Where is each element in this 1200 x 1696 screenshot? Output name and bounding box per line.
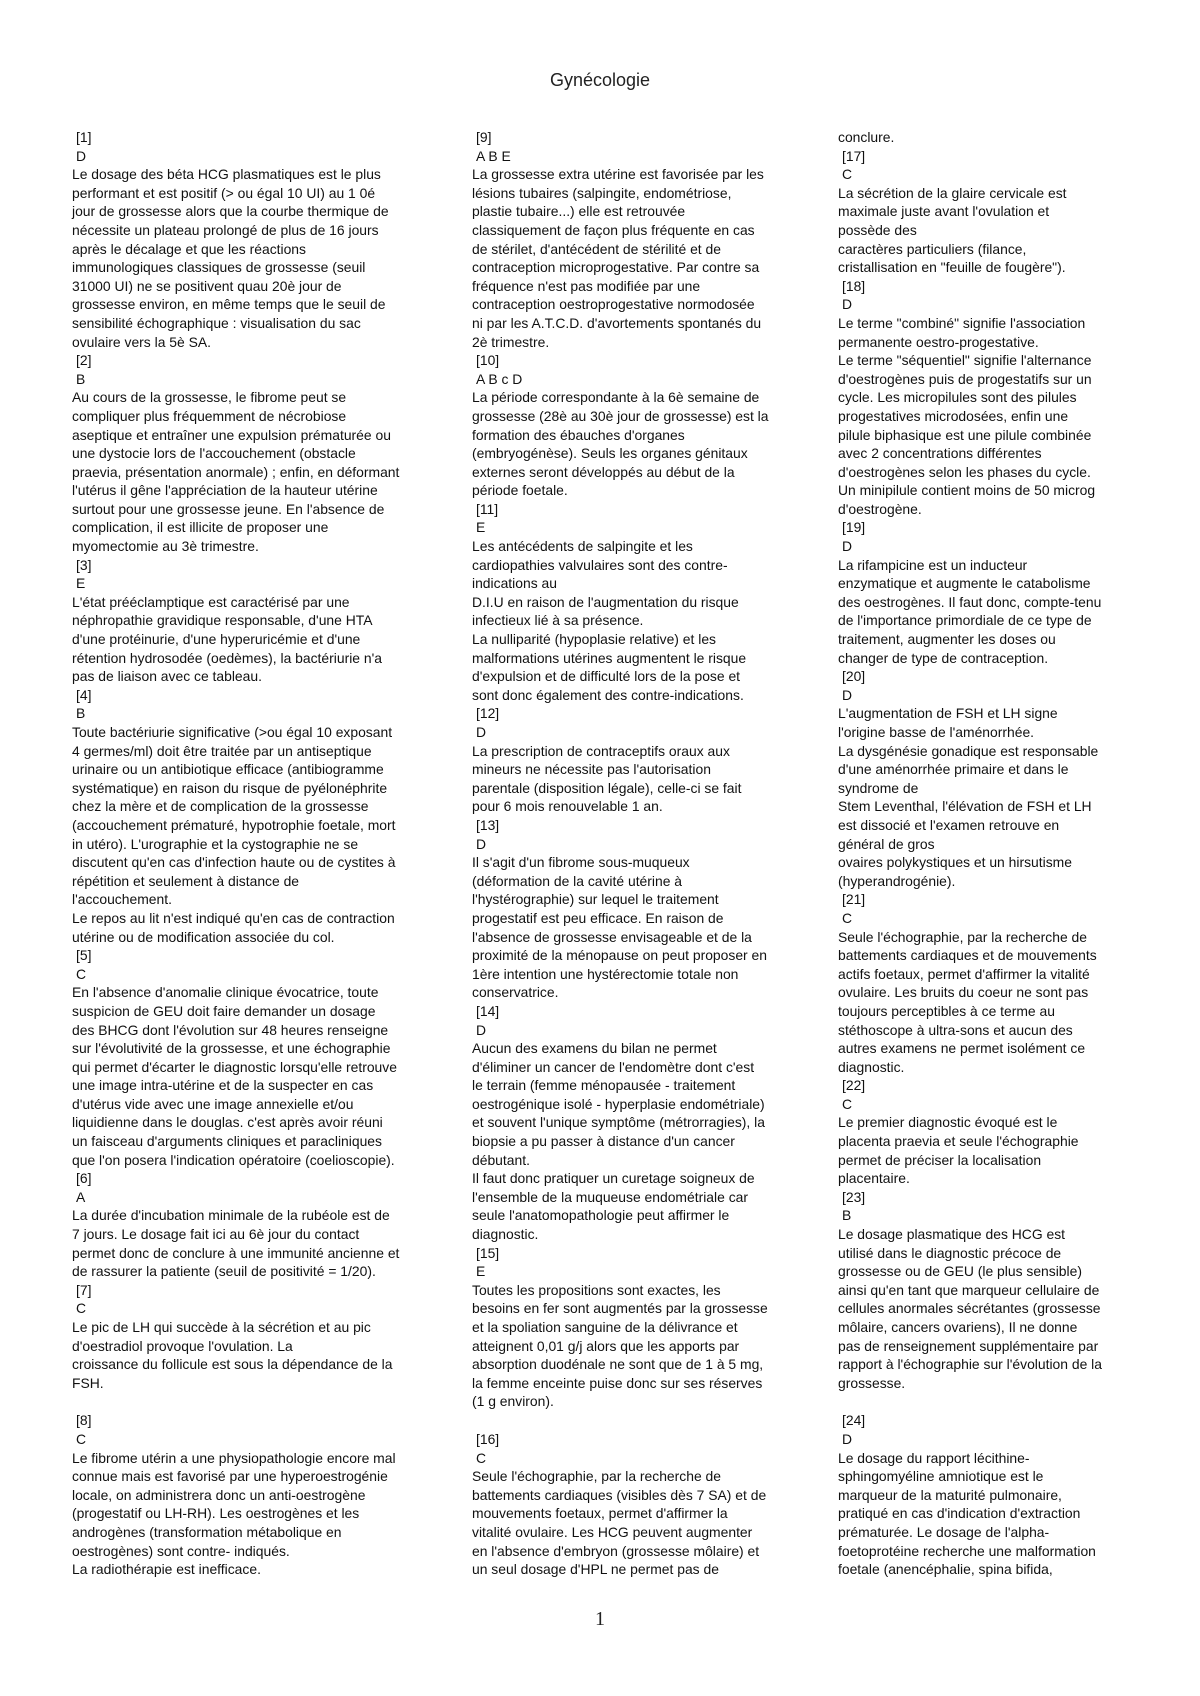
answer-explanation: La sécrétion de la glaire cervicale est maximale juste avant l'ovulation et possède des caractères particuliers (filance, cristallisation en "feuille de fougère"). xyxy=(838,184,1067,276)
entry-gap xyxy=(472,1411,842,1430)
answer-entry xyxy=(838,1188,1158,1393)
question-number: [18] xyxy=(842,277,866,294)
answer-entry xyxy=(472,351,842,500)
question-number: [19] xyxy=(842,519,866,536)
answer-entry xyxy=(838,277,1158,519)
column-3 xyxy=(838,128,1158,1579)
column-2 xyxy=(472,128,842,1579)
question-number: [17] xyxy=(842,147,866,164)
answer-entry xyxy=(72,1281,442,1393)
answer-letters: A B c D xyxy=(476,370,523,387)
answer-explanation: Seule l'échographie, par la recherche de battements cardiaques (visibles dès 7 SA) et de mouvements foetaux, permet d'affirmer la vitalité ovulaire. Les HCG peuvent augmenter en l'absence d'embryon (grossesse môlaire) et un seul dosage d'HPL ne permet pas de xyxy=(472,1468,767,1578)
answer-explanation: Le pic de LH qui succède à la sécrétion et au pic d'oestradiol provoque l'ovulation. La croissance du follicule est sous la dépendance de la FSH. xyxy=(72,1319,393,1391)
answer-explanation: Le premier diagnostic évoqué est le placenta praevia et seule l'échographie permet de préciser la localisation placentaire. xyxy=(838,1114,1079,1187)
answer-explanation: La durée d'incubation minimale de la rubéole est de 7 jours. Le dosage fait ici au 6è jour du contact permet donc de conclure à une immunité ancienne et de rassurer la patiente (seuil de positivité = 1/20). xyxy=(72,1207,400,1280)
question-number: [3] xyxy=(76,556,92,573)
answer-entry xyxy=(72,128,442,351)
answer-explanation: La grossesse extra utérine est favorisée par les lésions tubaires (salpingite, endométriose, plastie tubaire...) elle est retrouvée classiquement de façon plus fréquente en cas de stérilet, d'antécédent de stérilité et de contraception microprogestative. Par contre sa fréquence n'est pas modifiée par une contraception oestroprogestative normodosée ni par les A.T.C.D. d'avortements spontanés du 2è trimestre. xyxy=(472,166,764,350)
answer-letters: D xyxy=(842,686,853,703)
answer-explanation: Le dosage du rapport lécithine- sphingomyéline amniotique est le marqueur de la maturité pulmonaire, pratiqué en cas d'indication d'extraction prématurée. Le dosage de l'alpha- foetoprotéine recherche une malformation foetale (anencéphalie, spina bifida, xyxy=(838,1449,1096,1578)
answer-letters: C xyxy=(476,1449,487,1466)
answer-letters: E xyxy=(476,1263,486,1280)
answer-explanation: Le dosage des béta HCG plasmatiques est le plus performant et est positif (> ou égal 10 UI) au 1 0é jour de grossesse alors que la courbe thermique de nécessite un plateau prolongé de plus de 16 jours après le décalage et que les réactions immunologiques classiques de grossesse (seuil 31000 UI) ne se positivent quau 20è jour de grossesse environ, en même temps que le seuil de sensibilité échographique : visualisation du sac ovulaire vers la 5è SA. xyxy=(72,166,389,350)
answer-letters: D xyxy=(842,1430,853,1447)
page-number: 1 xyxy=(595,1608,605,1630)
answer-explanation: Aucun des examens du bilan ne permet d'éliminer un cancer de l'endomètre dont c'est le terrain (femme ménopausée - traitement oestrogénique isolé - hyperplasie endométriale) et souvent l'unique symptôme (métrorragies), la biopsie a pu passer à distance d'un cancer débutant. Il faut donc pratiquer un curetage soigneux de l'ensemble de la muqueuse endométriale car seule l'anatomopathologie peut affirmer le diagnostic. xyxy=(472,1040,765,1243)
entry-gap xyxy=(72,1392,442,1411)
answer-entry xyxy=(472,704,842,816)
answer-entry xyxy=(838,147,1158,277)
answer-letters: D xyxy=(76,147,87,164)
answer-explanation: Le fibrome utérin a une physiopathologie encore mal connue mais est favorisé par une hyperoestrogénie locale, on administrera donc un anti-oestrogène (progestatif ou LH-RH). Les oestrogènes et les androgènes (transformation métabolique en oestrogènes) sont contre- indiqués. La radiothérapie est inefficace. xyxy=(72,1449,396,1578)
answer-letters: A B E xyxy=(476,147,511,164)
answer-entry xyxy=(72,1169,442,1281)
question-number: [7] xyxy=(76,1281,92,1298)
answer-explanation: L'état prééclamptique est caractérisé par une néphropathie gravidique responsable, d'une HTA d'une protéinurie, d'une hyperuricémie et d'une rétention hydrosodée (oedèmes), la bactériurie n'a pas de liaison avec ce tableau. xyxy=(72,593,382,685)
answer-entry xyxy=(72,946,442,1169)
answer-entry xyxy=(472,816,842,1002)
question-number: [1] xyxy=(76,129,92,145)
answer-letters: E xyxy=(76,575,86,592)
question-number: [5] xyxy=(76,947,92,964)
answer-letters: C xyxy=(842,1095,853,1112)
column-1 xyxy=(72,128,442,1579)
answer-entry xyxy=(72,686,442,946)
answer-entry xyxy=(838,1411,1158,1578)
answer-letters: B xyxy=(842,1207,852,1224)
question-number: [21] xyxy=(842,891,866,908)
answer-explanation: La période correspondante à la 6è semaine de grossesse (28è au 30è jour de grossesse) est la formation des ébauches d'organes (embryogénèse). Seuls les organes génitaux externes seront développés au début de la période foetale. xyxy=(472,389,769,499)
answer-entry xyxy=(838,128,1158,147)
answer-explanation: Au cours de la grossesse, le fibrome peut se compliquer plus fréquemment de nécrobiose aseptique et entraîner une expulsion prématurée ou une dystocie lors de l'accouchement (obstacle praevia, présentation anormale) ; enfin, en déformant l'utérus il gêne l'appréciation de la hauteur utérine surtout pour une grossesse jeune. En l'absence de complication, il est illicite de proposer une myomectomie au 3è trimestre. xyxy=(72,389,400,555)
answer-letters: B xyxy=(76,370,86,387)
page-title: Gynécologie xyxy=(549,70,651,90)
answer-explanation: Le dosage plasmatique des HCG est utilisé dans le diagnostic précoce de grossesse ou de GEU (le plus sensible) ainsi qu'en tant que marqueur cellulaire de cellules anormales sécrétantes (grossesse môlaire, cancers ovariens), Il ne donne pas de renseignement supplémentaire par rapport à l'échographie sur l'évolution de la grossesse. xyxy=(838,1226,1102,1391)
answer-letters: D xyxy=(476,724,487,740)
question-number: [20] xyxy=(842,668,866,685)
question-number: [13] xyxy=(476,816,500,833)
entry-gap xyxy=(838,1392,1158,1411)
answer-explanation: L'augmentation de FSH et LH signe l'origine basse de l'aménorrhée. La dysgénésie gonadique est responsable d'une aménorrhée primaire et dans le syndrome de Stem Leventhal, l'élévation de FSH et LH est dissocié et l'examen retrouve en général de gros ovaires polykystiques et un hirsutisme (hyperandrogénie). xyxy=(838,705,1099,889)
answer-explanation: conclure. xyxy=(838,129,895,145)
answer-letters: A xyxy=(76,1188,86,1205)
answer-entry xyxy=(472,1002,842,1244)
answer-explanation: La prescription de contraceptifs oraux aux mineurs ne nécessite pas l'autorisation parentale (disposition légale), celle-ci se fait pour 6 mois renouvelable 1 an. xyxy=(472,742,742,815)
answer-entry xyxy=(472,500,842,705)
question-number: [22] xyxy=(842,1077,866,1094)
question-number: [12] xyxy=(476,705,500,722)
question-number: [11] xyxy=(476,500,499,517)
question-number: [4] xyxy=(76,686,92,703)
answer-letters: C xyxy=(76,1430,87,1447)
question-number: [15] xyxy=(476,1244,500,1261)
answer-letters: D xyxy=(476,835,487,852)
answer-letters: B xyxy=(76,705,86,722)
question-number: [2] xyxy=(76,352,92,369)
answer-letters: D xyxy=(842,538,853,555)
question-number: [10] xyxy=(476,352,500,369)
answer-entry xyxy=(72,1411,442,1578)
answer-entry xyxy=(72,556,442,686)
answer-entry xyxy=(838,518,1158,667)
answer-explanation: Les antécédents de salpingite et les cardiopathies valvulaires sont des contre- indications au D.I.U en raison de l'augmentation du risque infectieux lié à sa présence. La nulliparité (hypoplasie relative) et les malformations utérines augmentent le risque d'expulsion et de difficulté lors de la pose et sont donc également des contre-indications. xyxy=(472,538,747,703)
answer-entry xyxy=(472,128,842,351)
answer-letters: C xyxy=(76,965,87,982)
question-number: [24] xyxy=(842,1412,866,1429)
question-number: [9] xyxy=(476,129,492,145)
answer-explanation: Le terme "combiné" signifie l'association permanente oestro-progestative. Le terme "séquentiel" signifie l'alternance d'oestrogènes puis de progestatifs sur un cycle. Les micropilules sont des pilules progestatives microdosées, enfin une pilule biphasique est une pilule combinée avec 2 concentrations différentes d'oestrogènes selon les phases du cycle. Un minipilule contient moins de 50 microg d'oestrogène. xyxy=(838,314,1096,517)
answer-letters: C xyxy=(842,909,853,926)
answer-explanation: Il s'agit d'un fibrome sous-muqueux (déformation de la cavité utérine à l'hystérographie) sur lequel le traitement progestatif est peu efficace. En raison de l'absence de grossesse envisageable et de la proximité de la ménopause on peut proposer en 1ère intention une hystérectomie totale non conservatrice. xyxy=(472,854,767,1001)
question-number: [6] xyxy=(76,1170,92,1187)
answer-letters: C xyxy=(76,1300,87,1317)
answer-explanation: Toutes les propositions sont exactes, les besoins en fer sont augmentés par la grossesse et la spoliation sanguine de la délivrance et atteignent 0,01 g/j alors que les apports par absorption duodénale ne sont que de 1 à 5 mg, la femme enceinte puise donc sur ses réserves (1 g environ). xyxy=(472,1281,768,1410)
answer-explanation: Seule l'échographie, par la recherche de battements cardiaques et de mouvements actifs foetaux, permet d'affirmer la vitalité ovulaire. Les bruits du coeur ne sont pas toujours perceptibles à ce terme au stéthoscope à ultra-sons et aucun des autres examens ne permet isolément ce diagnostic. xyxy=(838,928,1097,1075)
answer-entry xyxy=(838,890,1158,1076)
question-number: [23] xyxy=(842,1188,866,1205)
answer-letters: E xyxy=(476,519,486,536)
answer-entry xyxy=(72,351,442,556)
answer-explanation: La rifampicine est un inducteur enzymatique et augmente le catabolisme des oestrogènes. Il faut donc, compte-tenu de l'importance primordiale de ce type de traitement, augmenter les doses ou changer de type de contraception. xyxy=(838,556,1102,666)
answer-entry xyxy=(472,1430,842,1579)
answer-letters: D xyxy=(476,1021,487,1038)
answer-entry xyxy=(838,667,1158,890)
answer-letters: C xyxy=(842,166,853,183)
answer-entry xyxy=(838,1076,1158,1188)
question-number: [16] xyxy=(476,1430,500,1447)
answer-explanation: En l'absence d'anomalie clinique évocatrice, toute suspicion de GEU doit faire demander un dosage des BHCG dont l'évolution sur 48 heures renseigne sur l'évolutivité de la grossesse, et une échographie qui permet d'écarter le diagnostic lorsqu'elle retrouve une image intra-utérine et de la suspecter en cas d'utérus vide avec une image annexielle et/ou liquidienne dans le douglas. c'est après avoir réuni un faisceau d'arguments cliniques et paracliniques que l'on posera l'indication opératoire (coelioscopie). xyxy=(72,984,397,1168)
answer-explanation: Toute bactériurie significative (>ou égal 10 exposant 4 germes/ml) doit être traitée par un antiseptique urinaire ou un antibiotique efficace (antibiogramme systématique) en raison du risque de pyélonéphrite chez la mère et de complication de la grossesse (accouchement prématuré, hypotrophie foetale, mort in utéro). L'urographie et la cystographie ne se discutent qu'en cas d'infection haute ou de cystites à répétition et seulement à distance de l'accouchement. Le repos au lit n'est indiqué qu'en cas de contraction utérine ou de modification associée du col. xyxy=(72,724,396,945)
answer-entry xyxy=(472,1244,842,1411)
question-number: [14] xyxy=(476,1002,500,1019)
question-number: [8] xyxy=(76,1412,92,1429)
answer-letters: D xyxy=(842,296,853,313)
